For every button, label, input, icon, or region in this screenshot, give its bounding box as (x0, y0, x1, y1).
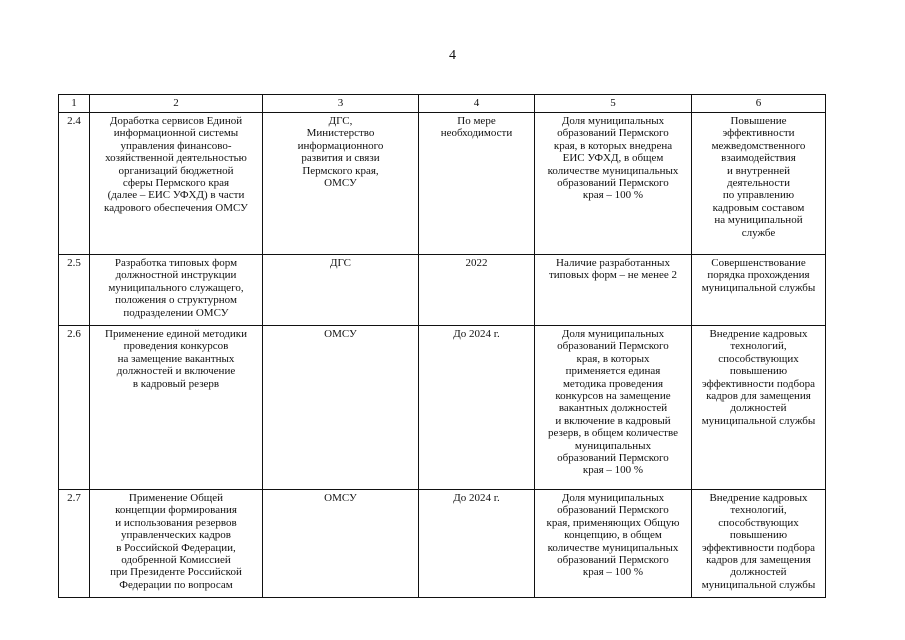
result-cell: Внедрение кадровых технологий, способствующих повышению эффективности подбора кадров для замещения должностей муниципальной службы (692, 326, 826, 490)
row-number: 2.5 (59, 255, 90, 326)
table-header-row (59, 95, 826, 113)
term-cell: До 2024 г. (419, 490, 535, 598)
result-cell: Совершенствование порядка прохождения муниципальной службы (692, 255, 826, 326)
column-header: 3 (263, 95, 419, 113)
table-row (59, 113, 826, 255)
measure-cell: Применение Общей концепции формирования и использования резервов управленческих кадров в Российской Федерации, одобренной Комиссией при Президенте Российской Федерации по вопросам (90, 490, 263, 598)
indicator-cell: Доля муниципальных образований Пермского края, в которых применяется единая методика проведения конкурсов на замещение вакантных должностей и включение в кадровый резерв, в общем количестве муниципальных образований Пермского края – 100 % (535, 326, 692, 490)
measures-table (58, 94, 826, 598)
measure-cell: Разработка типовых форм должностной инструкции муниципального служащего, положения о структурном подразделении ОМСУ (90, 255, 263, 326)
executor-cell: ОМСУ (263, 490, 419, 598)
table-row (59, 255, 826, 326)
row-number: 2.6 (59, 326, 90, 490)
term-cell: 2022 (419, 255, 535, 326)
measure-cell: Применение единой методики проведения конкурсов на замещение вакантных должностей и включение в кадровый резерв (90, 326, 263, 490)
measure-cell: Доработка сервисов Единой информационной системы управления финансово- хозяйственной деятельностью организаций бюджетной сферы Пермского края (далее – ЕИС УФХД) в части кадрового обеспечения ОМСУ (90, 113, 263, 255)
indicator-cell: Доля муниципальных образований Пермского края, в которых внедрена ЕИС УФХД, в общем количестве муниципальных образований Пермского края – 100 % (535, 113, 692, 255)
executor-cell: ДГС (263, 255, 419, 326)
indicator-cell: Наличие разработанных типовых форм – не менее 2 (535, 255, 692, 326)
term-cell: По мере необходимости (419, 113, 535, 255)
result-cell: Повышение эффективности межведомственного взаимодействия и внутренней деятельности по управлению кадровым составом на муниципальной службе (692, 113, 826, 255)
table-row (59, 326, 826, 490)
executor-cell: ОМСУ (263, 326, 419, 490)
result-cell: Внедрение кадровых технологий, способствующих повышению эффективности подбора кадров для замещения должностей муниципальной службы (692, 490, 826, 598)
table-row (59, 490, 826, 598)
column-header: 5 (535, 95, 692, 113)
row-number: 2.4 (59, 113, 90, 255)
row-number: 2.7 (59, 490, 90, 598)
executor-cell: ДГС, Министерство информационного развития и связи Пермского края, ОМСУ (263, 113, 419, 255)
column-header: 1 (59, 95, 90, 113)
column-header: 6 (692, 95, 826, 113)
column-header: 4 (419, 95, 535, 113)
term-cell: До 2024 г. (419, 326, 535, 490)
column-header: 2 (90, 95, 263, 113)
indicator-cell: Доля муниципальных образований Пермского края, применяющих Общую концепцию, в общем количестве муниципальных образований Пермского края – 100 % (535, 490, 692, 598)
page-number: 4 (449, 48, 456, 63)
